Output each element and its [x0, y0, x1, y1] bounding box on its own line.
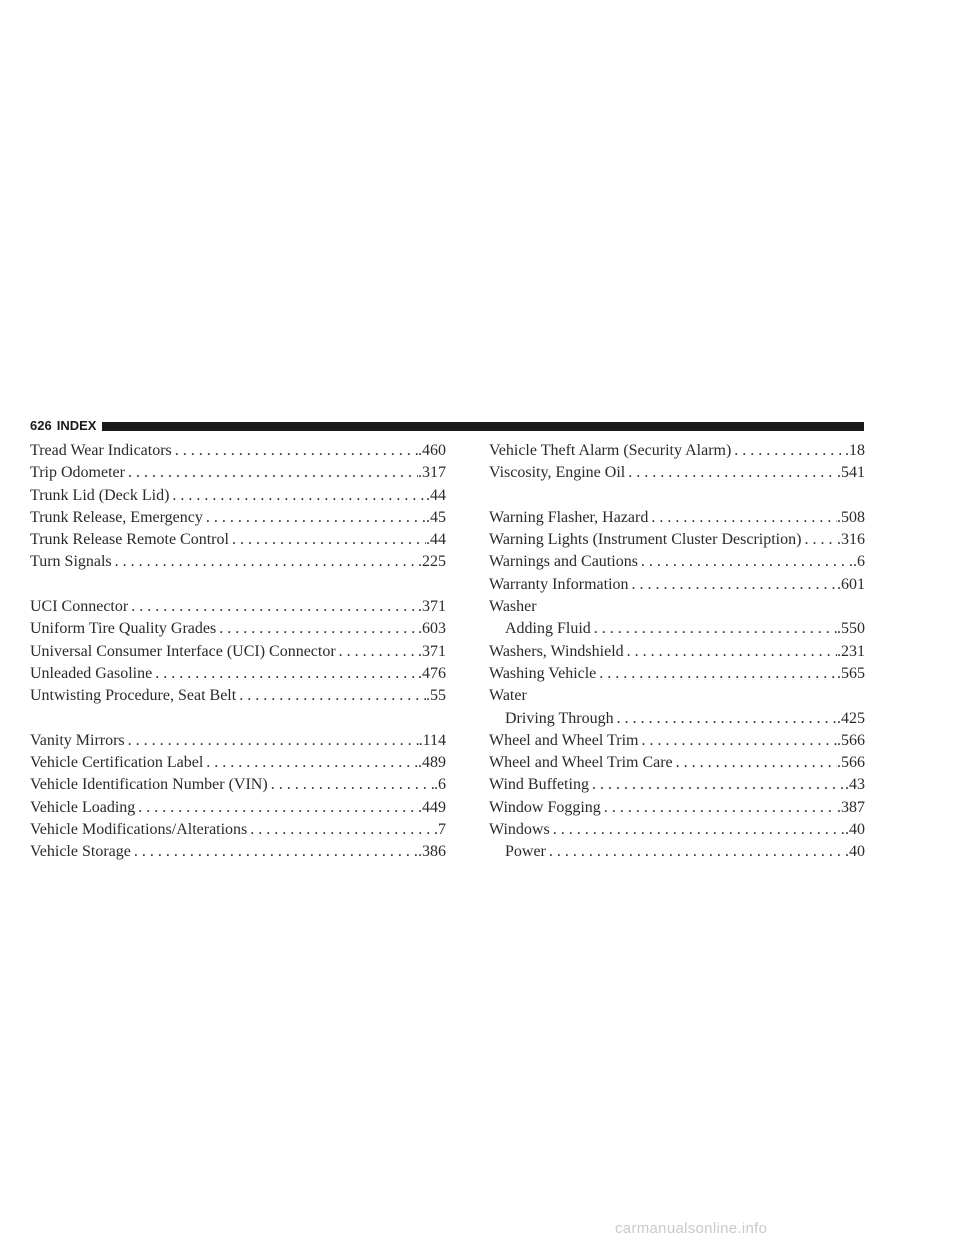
index-entry: Untwisting Procedure, Seat Belt . . . .55	[30, 685, 446, 707]
index-entry: Windows . . . .40	[489, 819, 865, 841]
index-entry: Trunk Release, Emergency . . . .45	[30, 507, 446, 529]
index-entry: Trunk Lid (Deck Lid) . . . .44	[30, 485, 446, 507]
index-entry: Universal Consumer Interface (UCI) Connector . . . .371	[30, 641, 446, 663]
group-spacer	[30, 574, 446, 596]
group-spacer	[30, 708, 446, 730]
index-entry: Warnings and Cautions . . . .6	[489, 551, 865, 573]
index-heading: Water	[489, 687, 527, 705]
page-header	[30, 418, 864, 434]
index-entry: Vanity Mirrors . . . .114	[30, 730, 446, 752]
index-entry: Wheel and Wheel Trim Care . . . .566	[489, 752, 865, 774]
index-entry: Vehicle Theft Alarm (Security Alarm) . . . .18	[489, 440, 865, 462]
index-entry: Warning Lights (Instrument Cluster Description) . . . .316	[489, 529, 865, 551]
group-spacer	[489, 485, 865, 507]
index-subentry: Adding Fluid . . . .550	[489, 618, 865, 640]
index-entry: Vehicle Modifications/Alterations . . . .7	[30, 819, 446, 841]
index-column-left	[30, 440, 446, 864]
section-title: INDEX	[56, 418, 97, 433]
index-heading: Washer	[489, 598, 537, 616]
index-entry: Window Fogging . . . .387	[489, 797, 865, 819]
index-entry: Viscosity, Engine Oil . . . .541	[489, 462, 865, 484]
index-entry: Warranty Information . . . .601	[489, 574, 865, 596]
index-subentry: Power . . . .40	[489, 841, 865, 863]
index-entry: Warning Flasher, Hazard . . . .508	[489, 507, 865, 529]
index-entry: Washing Vehicle . . . .565	[489, 663, 865, 685]
index-entry: UCI Connector . . . .371	[30, 596, 446, 618]
index-entry: Tread Wear Indicators . . . .460	[30, 440, 446, 462]
index-subentry: Driving Through . . . .425	[489, 708, 865, 730]
watermark: carmanualsonline.info	[615, 1220, 768, 1237]
index-entry: Vehicle Loading . . . .449	[30, 797, 446, 819]
index-column-right	[489, 440, 865, 864]
index-entry: Trunk Release Remote Control . . . .44	[30, 529, 446, 551]
header-rule	[102, 422, 864, 431]
index-entry: Uniform Tire Quality Grades . . . .603	[30, 618, 446, 640]
index-entry: Unleaded Gasoline . . . .476	[30, 663, 446, 685]
index-entry: Turn Signals . . . .225	[30, 551, 446, 573]
index-entry: Washers, Windshield . . . .231	[489, 641, 865, 663]
index-entry: Wind Buffeting . . . .43	[489, 774, 865, 796]
index-entry: Vehicle Identification Number (VIN) . . . .6	[30, 774, 446, 796]
index-entry: Vehicle Certification Label . . . .489	[30, 752, 446, 774]
page-number: 626	[30, 418, 52, 433]
index-entry: Wheel and Wheel Trim . . . .566	[489, 730, 865, 752]
index-entry: Vehicle Storage . . . .386	[30, 841, 446, 863]
index-entry: Trip Odometer . . . .317	[30, 462, 446, 484]
